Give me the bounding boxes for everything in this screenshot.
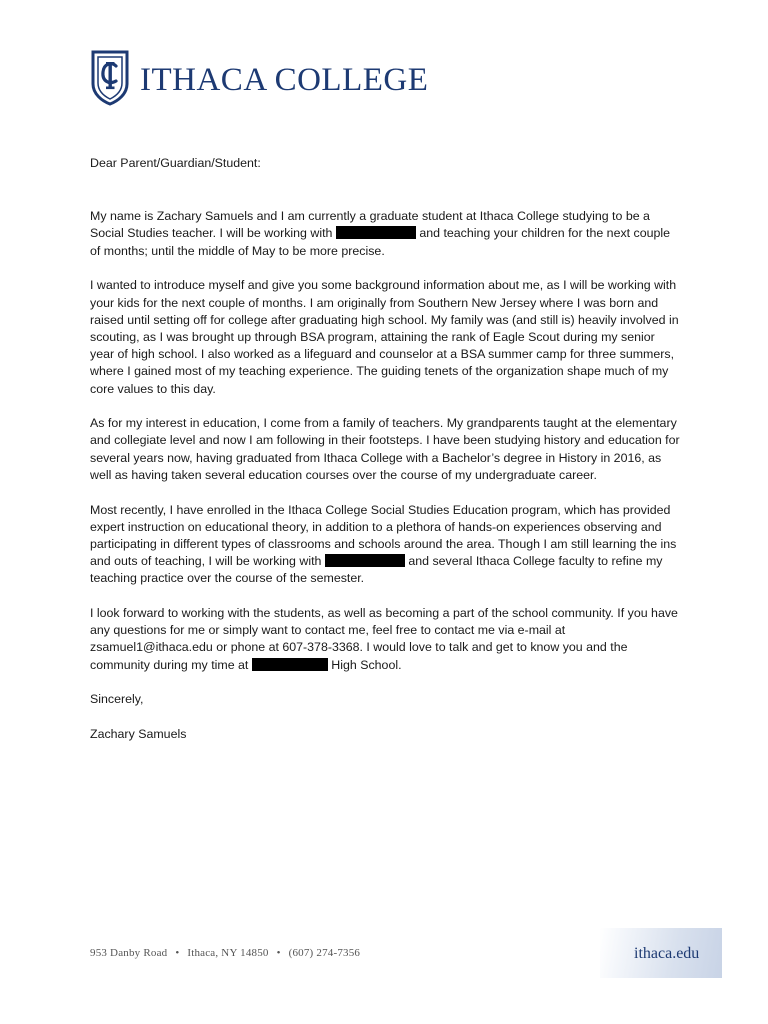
footer-phone: (607) 274-7356	[288, 947, 361, 959]
footer-separator: •	[276, 947, 281, 959]
footer-address	[90, 947, 360, 959]
letter-paragraph-background: I wanted to introduce myself and give you some background information about me, as I will be working with your kids for the next couple of months. I am originally from Southern New Jersey where I was born and raised until setting off for college after graduating high school. My family was (and still is) heavily involved in scouting, as I was brought up through BSA program, attaining the rank of Eagle Scout during my senior year of high school. I also worked as a lifeguard and counselor at a BSA summer camp for three summers, where I gained most of my teaching experience. The guiding tenets of the organization shape much of my core values to this day.	[90, 278, 679, 396]
ic-shield-emblem-icon	[90, 50, 130, 106]
letter-paragraph-contact	[90, 605, 680, 674]
footer-street: 953 Danby Road	[90, 947, 168, 959]
paragraph-text: High School.	[331, 657, 402, 672]
logo-wordmark: ITHACA COLLEGE	[140, 61, 429, 98]
paragraph-text: I look forward to working with the students, as well as becoming a part of the school community. If you have any questions for me or simply want to contact me, feel free to contact me via e-mail at zsamuel1@ithaca.edu or phone at 607-378-3368. I would love to talk and get to know you and the community during my time at	[90, 606, 678, 672]
redacted-school-name	[252, 658, 328, 671]
ithaca-college-logo	[90, 50, 428, 106]
letterhead-footer	[0, 928, 768, 978]
paragraph-text: and several Ithaca College faculty to refine my teaching practice over the course of the semester.	[90, 554, 663, 586]
paragraph-text: and teaching your children for the next couple of months; until the middle of May to be more precise.	[90, 226, 671, 258]
redacted-name	[325, 554, 405, 567]
footer-city: Ithaca, NY 14850	[187, 947, 269, 959]
letter-paragraph-education: As for my interest in education, I come from a family of teachers. My grandparents taught at the elementary and collegiate level and now I am following in their footsteps. I have been studying history and education for several years now, having graduated from Ithaca College with a Bachelor’s degree in History in 2016, as well as having taken several education courses over the course of my undergraduate career.	[90, 416, 680, 482]
paragraph-text: My name is Zachary Samuels and I am currently a graduate student at Ithaca College studying to be a Social Studies teacher. I will be working with	[90, 209, 650, 241]
redacted-name	[336, 226, 416, 239]
paragraph-text: Most recently, I have enrolled in the Ithaca College Social Studies Education program, which has provided expert instruction on educational theory, in addition to a plethora of hands-on experiences observing and participating in different types of classrooms and schools around the area. Though I am still learning the ins and outs of teaching, I will be working with	[90, 502, 677, 569]
letter-signature: Zachary Samuels	[90, 727, 187, 742]
letter-paragraph-program	[90, 502, 680, 588]
footer-website: ithaca.edu	[634, 945, 700, 962]
letter-closing: Sincerely,	[90, 692, 144, 707]
letter-greeting: Dear Parent/Guardian/Student:	[90, 156, 261, 170]
footer-separator: •	[175, 947, 180, 959]
letter-body	[90, 155, 680, 743]
letter-paragraph-intro	[90, 208, 680, 260]
